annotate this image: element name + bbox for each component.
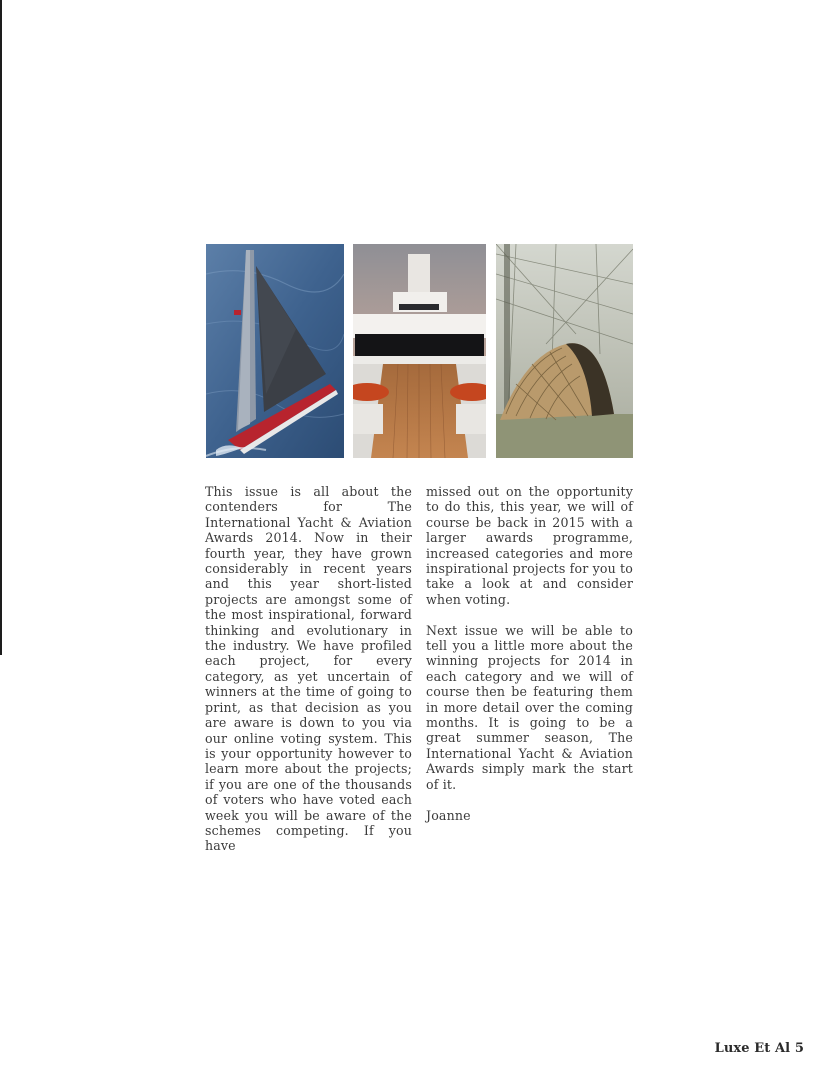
article-column-left (205, 484, 412, 854)
lattice-pavilion-photo (496, 244, 633, 458)
article-paragraph: Next issue we will be able to tell you a little more about the winning projects for 2014 in each category and we will of course then be featuring them in more detail over the coming months. It is going to be a great summer season, The International Yacht & Aviation Awards simply mark the start of it. (426, 622, 633, 792)
page-edge-rule (0, 0, 2, 655)
yacht-aft-deck-photo (353, 244, 486, 458)
article-signoff: Joanne (426, 807, 471, 823)
article-column-right (426, 484, 633, 823)
sailing-yacht-photo (206, 244, 344, 458)
article-paragraph: missed out on the opportunity to do this, this year, we will of course be back in 2015 with a larger awards programme, increased categories and more inspirational projects for you to take a look at and consider when voting. (426, 484, 633, 607)
page-folio: Luxe Et Al 5 (714, 1041, 804, 1056)
article-paragraph: This issue is all about the contenders for The International Yacht & Aviation Awards 2014. Now in their fourth year, they have grown considerably in recent years and this year short-listed projects are amongst some of the most inspirational, forward thinking and evolutionary in the industry. We have profiled each project, for every category, as yet uncertain of winners at the time of going to print, as that decision as you are aware is down to you via our online voting system. This is your opportunity however to learn more about the projects; if you are one of the thousands of voters who have voted each week you will be aware of the schemes competing. If you have (205, 484, 412, 854)
